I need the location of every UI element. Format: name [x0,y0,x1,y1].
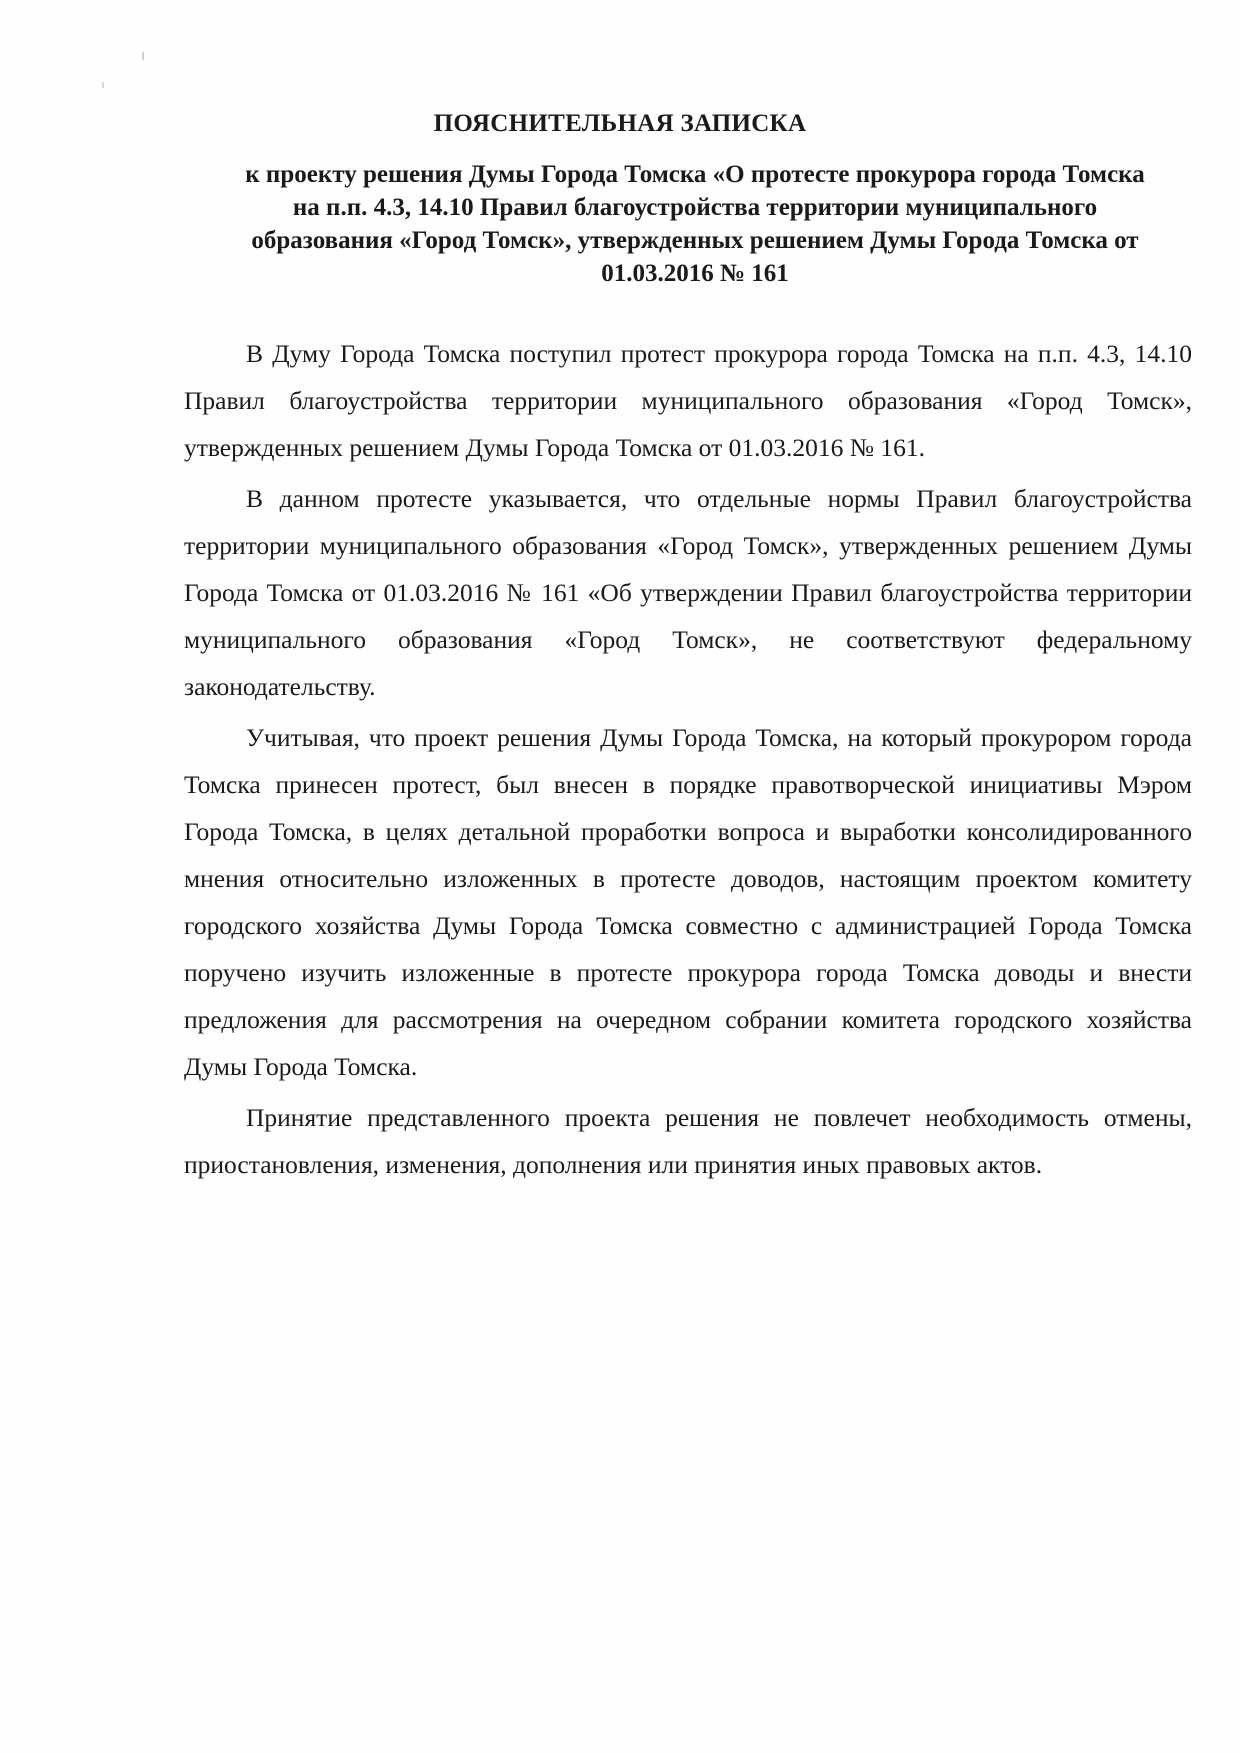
subtitle-line: на п.п. 4.3, 14.10 Правил благоустройства территории муниципального [292,194,1098,221]
document-subtitle [190,158,1200,290]
subtitle-line: образования «Город Томск», утвержденных решением Думы Города Томска от [251,227,1139,254]
paragraph: В данном протесте указывается, что отдельные нормы Правил благоустройства территории муниципального образования «Город Томск», утвержденных решением Думы Города Томска от 01.03.2016 № 161 «Об утверждении Правил благоустройства территории муниципального образования «Город Томск», не соответствуют федеральному законодательству. [184,484,1192,701]
paragraph: Принятие представленного проекта решения не повлечет необходимость отмены, приостановления, изменения, дополнения или принятия иных правовых актов. [184,1103,1192,1179]
scan-artifact [142,52,144,60]
paragraph: В Думу Города Томска поступил протест прокурора города Томска на п.п. 4.3, 14.10 Правил благоустройства территории муниципального образования «Город Томск», утвержденных решением Думы Города Томска от 01.03.2016 № 161. [184,339,1192,462]
subtitle-line: к проекту решения Думы Города Томска «О протесте прокурора города Томска [245,161,1145,188]
subtitle-line: 01.03.2016 № 161 [601,260,789,287]
paragraph: Учитывая, что проект решения Думы Города Томска, на который прокурором города Томска принесен протест, был внесен в порядке правотворческой инициативы Мэром Города Томска, в целях детальной проработки вопроса и выработки консолидированного мнения относительно изложенных в протесте доводов, настоящим проектом комитету городского хозяйства Думы Города Томска совместно с администрацией Города Томска поручено изучить изложенные в протесте прокурора города Томска доводы и внести предложения для рассмотрения на очередном собрании комитета городского хозяйства Думы Города Томска. [184,723,1192,1081]
document-title: ПОЯСНИТЕЛЬНАЯ ЗАПИСКА [433,110,807,137]
scan-artifact [102,82,104,88]
document-body [184,330,1192,1192]
